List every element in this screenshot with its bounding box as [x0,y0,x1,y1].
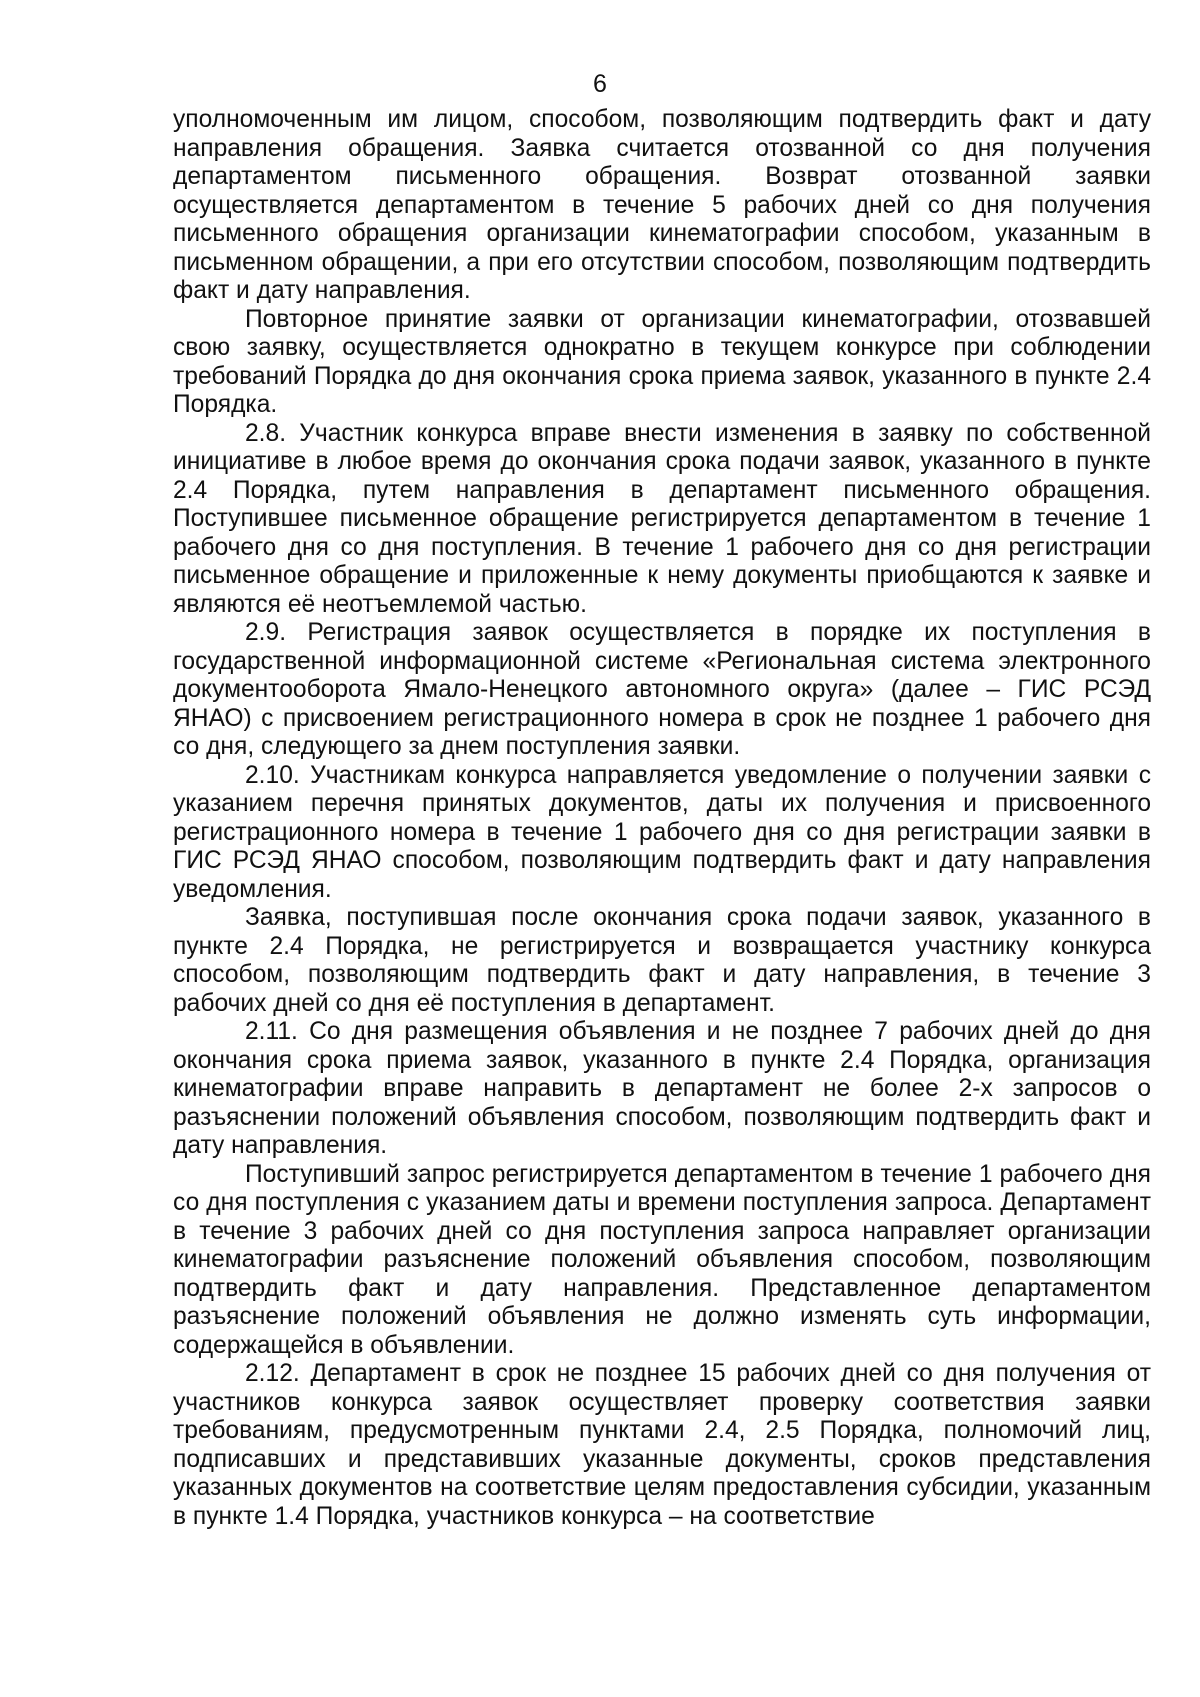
paragraph-clause-2-10: 2.10. Участникам конкурса направляется уведомление о получении заявки с указанием перечня принятых документов, даты их получения и присвоенного регистрационного номера в течение 1 рабочего дня со дня регистрации заявки в ГИС РСЭД ЯНАО способом, позволяющим подтвердить факт и дату направления уведомления. [173,761,1151,903]
paragraph-clause-2-12: 2.12. Департамент в срок не позднее 15 рабочих дней со дня получения от участников конкурса заявок осуществляет проверку соответствия заявки требованиям, предусмотренным пунктами 2.4, 2.5 Порядка, полномочий лиц, подписавших и представивших указанные документы, сроков представления указанных документов на соответствие целям предоставления субсидии, указанным в пункте 1.4 Порядка, участников конкурса – на соответствие [173,1360,1151,1530]
paragraph-inquiry-response: Поступивший запрос регистрируется департаментом в течение 1 рабочего дня со дня поступления с указанием даты и времени поступления запроса. Департамент в течение 3 рабочих дней со дня поступления запроса направляет организации кинематографии разъяснение положений объявления способом, позволяющим подтвердить факт и дату направления. Представленное департаментом разъяснение положений объявления не должно изменять суть информации, содержащейся в объявлении. [173,1160,1151,1359]
paragraph-clause-2-9: 2.9. Регистрация заявок осуществляется в порядке их поступления в государственной информационной системе «Региональная система электронного документооборота Ямало-Ненецкого автономного округа» (далее – ГИС РСЭД ЯНАО) с присвоением регистрационного номера в срок не позднее 1 рабочего дня со дня, следующего за днем поступления заявки. [173,619,1151,760]
paragraph-resubmission: Повторное принятие заявки от организации кинематографии, отозвавшей свою заявку, осуществляется однократно в текущем конкурсе при соблюдении требований Порядка до дня окончания срока приема заявок, указанного в пункте 2.4 Порядка. [173,305,1151,418]
document-body [173,106,1151,1531]
paragraph-clause-2-11: 2.11. Со дня размещения объявления и не позднее 7 рабочих дней до дня окончания срока приема заявок, указанного в пункте 2.4 Порядка, организация кинематографии вправе направить в департамент не более 2-х запросов о разъяснении положений объявления способом, позволяющим подтвердить факт и дату направления. [173,1018,1151,1159]
paragraph-withdrawal-return: уполномоченным им лицом, способом, позволяющим подтвердить факт и дату направления обращения. Заявка считается отозванной со дня получения департаментом письменного обращения. Возврат отозванной заявки осуществляется департаментом в течение 5 рабочих дней со дня получения письменного обращения организации кинематографии способом, указанным в письменном обращении, а при его отсутствии способом, позволяющим подтвердить факт и дату направления. [173,106,1151,304]
page-number: 6 [593,70,607,98]
paragraph-clause-2-8: 2.8. Участник конкурса вправе внести изменения в заявку по собственной инициативе в любое время до окончания срока подачи заявок, указанного в пункте 2.4 Порядка, путем направления в департамент письменного обращения. Поступившее письменное обращение регистрируется департаментом в течение 1 рабочего дня со дня поступления. В течение 1 рабочего дня со дня регистрации письменное обращение и приложенные к нему документы приобщаются к заявке и являются её неотъемлемой частью. [173,419,1151,618]
paragraph-late-application: Заявка, поступившая после окончания срока подачи заявок, указанного в пункте 2.4 Порядка, не регистрируется и возвращается участнику конкурса способом, позволяющим подтвердить факт и дату направления, в течение 3 рабочих дней со дня её поступления в департамент. [173,904,1151,1017]
